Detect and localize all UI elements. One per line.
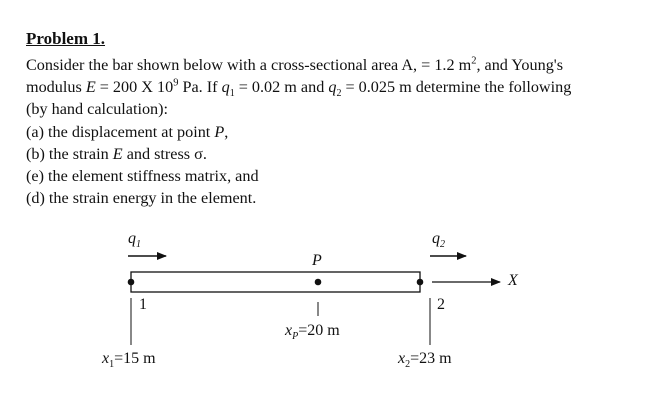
x1-value: =15 m <box>114 350 156 367</box>
q2-subscript: 2 <box>336 88 342 100</box>
task-item-c <box>26 165 650 187</box>
intro-text-7: = 0.025 m determine the following <box>341 78 572 97</box>
node-2-dot <box>417 279 424 286</box>
bar-element <box>131 272 420 292</box>
task-a-suffix: , <box>224 122 229 141</box>
task-a-text: (a) the displacement at point <box>26 122 215 141</box>
q2-label: $q_2$ <box>432 230 445 251</box>
x2-value: =23 m <box>410 350 452 367</box>
intro-text-3: modulus <box>26 78 86 97</box>
node-2-label: 2 <box>437 296 445 313</box>
node-1-dot <box>128 279 135 286</box>
task-item-d <box>26 187 650 209</box>
xp-symbol: x <box>285 322 293 339</box>
task-b-text: (b) the strain <box>26 144 113 163</box>
intro-text-2: , and Young's <box>476 56 564 74</box>
intro-text-6: = 0.02 m and <box>234 78 329 97</box>
problem-statement <box>26 54 650 121</box>
point-p-dot <box>315 279 322 286</box>
task-d-text: (d) the strain energy in the element. <box>26 189 257 208</box>
point-p-label: P <box>312 252 322 269</box>
intro-text-1: Consider the bar shown below with a cross-sectional area A, = 1.2 m <box>26 56 472 74</box>
x1-coordinate-label <box>102 350 156 371</box>
x2-symbol: x <box>398 350 406 367</box>
q1-label: $q_1$ <box>128 230 141 251</box>
q1-symbol: q <box>221 78 230 97</box>
xp-value: =20 m <box>298 322 340 339</box>
xp-coordinate-label <box>285 322 340 343</box>
task-b-strain-symbol: E <box>112 144 123 163</box>
intro-text-4: = 200 X 10 <box>95 78 174 97</box>
area-unit-exponent: 2 <box>471 55 477 67</box>
node-1-label: 1 <box>139 296 147 313</box>
x1-symbol: x <box>102 350 110 367</box>
task-list <box>26 121 650 210</box>
problem-document <box>26 28 650 209</box>
q1-subscript: 1 <box>229 88 235 100</box>
intro-text-5: Pa. If <box>178 78 222 97</box>
x-axis-label: X <box>508 272 518 289</box>
x2-coordinate-label <box>398 350 452 371</box>
task-item-a <box>26 121 650 143</box>
xp-subscript: P <box>292 331 299 343</box>
intro-text-8: (by hand calculation): <box>26 100 169 119</box>
task-b-suffix: and stress σ. <box>122 144 207 163</box>
problem-title: Problem 1. <box>26 29 106 48</box>
task-a-point: P <box>214 122 225 141</box>
q2-symbol: q <box>328 78 337 97</box>
modulus-exponent: 9 <box>173 77 179 89</box>
task-item-b <box>26 143 650 165</box>
task-c-text: (e) the element stiffness matrix, and <box>26 167 259 186</box>
youngs-modulus-symbol: E <box>85 78 96 97</box>
x1-subscript: 1 <box>109 359 115 371</box>
x2-subscript: 2 <box>405 359 411 371</box>
